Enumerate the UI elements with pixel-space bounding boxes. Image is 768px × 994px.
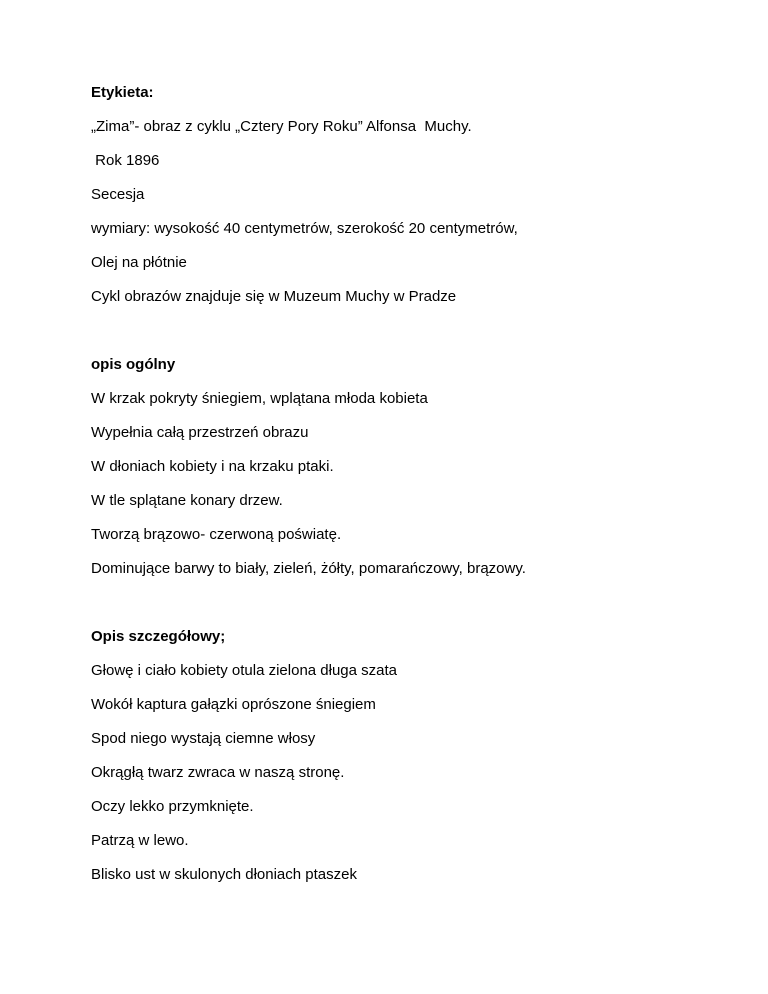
label-line-location: Cykl obrazów znajduje się w Muzeum Muchy w Pradze	[91, 288, 457, 305]
detail-line: Oczy lekko przymknięte.	[91, 798, 254, 815]
detail-heading: Opis szczegółowy;	[91, 628, 226, 645]
general-line: Dominujące barwy to biały, zieleń, żółty, pomarańczowy, brązowy.	[91, 560, 526, 577]
label-line-year: Rok 1896	[91, 152, 160, 169]
detail-line: Patrzą w lewo.	[91, 832, 189, 849]
label-line-style: Secesja	[91, 186, 145, 203]
general-line: W dłoniach kobiety i na krzaku ptaki.	[91, 458, 334, 475]
document-page	[91, 84, 731, 900]
general-line: Wypełnia całą przestrzeń obrazu	[91, 424, 309, 441]
label-heading: Etykieta:	[91, 84, 154, 101]
detail-line: Głowę i ciało kobiety otula zielona długa szata	[91, 662, 398, 679]
detail-line: Spod niego wystają ciemne włosy	[91, 730, 316, 747]
general-heading: opis ogólny	[91, 356, 176, 373]
detail-line: Okrągłą twarz zwraca w naszą stronę.	[91, 764, 345, 781]
label-line-dimensions: wymiary: wysokość 40 centymetrów, szerokość 20 centymetrów,	[91, 220, 518, 237]
section-gap	[91, 594, 731, 628]
label-line-title: „Zima”- obraz z cyklu „Cztery Pory Roku” Alfonsa Muchy.	[91, 118, 472, 135]
detail-line: Wokół kaptura gałązki oprószone śniegiem	[91, 696, 376, 713]
label-line-medium: Olej na płótnie	[91, 254, 187, 271]
general-line: W krzak pokryty śniegiem, wplątana młoda kobieta	[91, 390, 428, 407]
section-gap	[91, 322, 731, 356]
general-line: Tworzą brązowo- czerwoną poświatę.	[91, 526, 342, 543]
detail-line: Blisko ust w skulonych dłoniach ptaszek	[91, 866, 357, 883]
general-line: W tle splątane konary drzew.	[91, 492, 283, 509]
